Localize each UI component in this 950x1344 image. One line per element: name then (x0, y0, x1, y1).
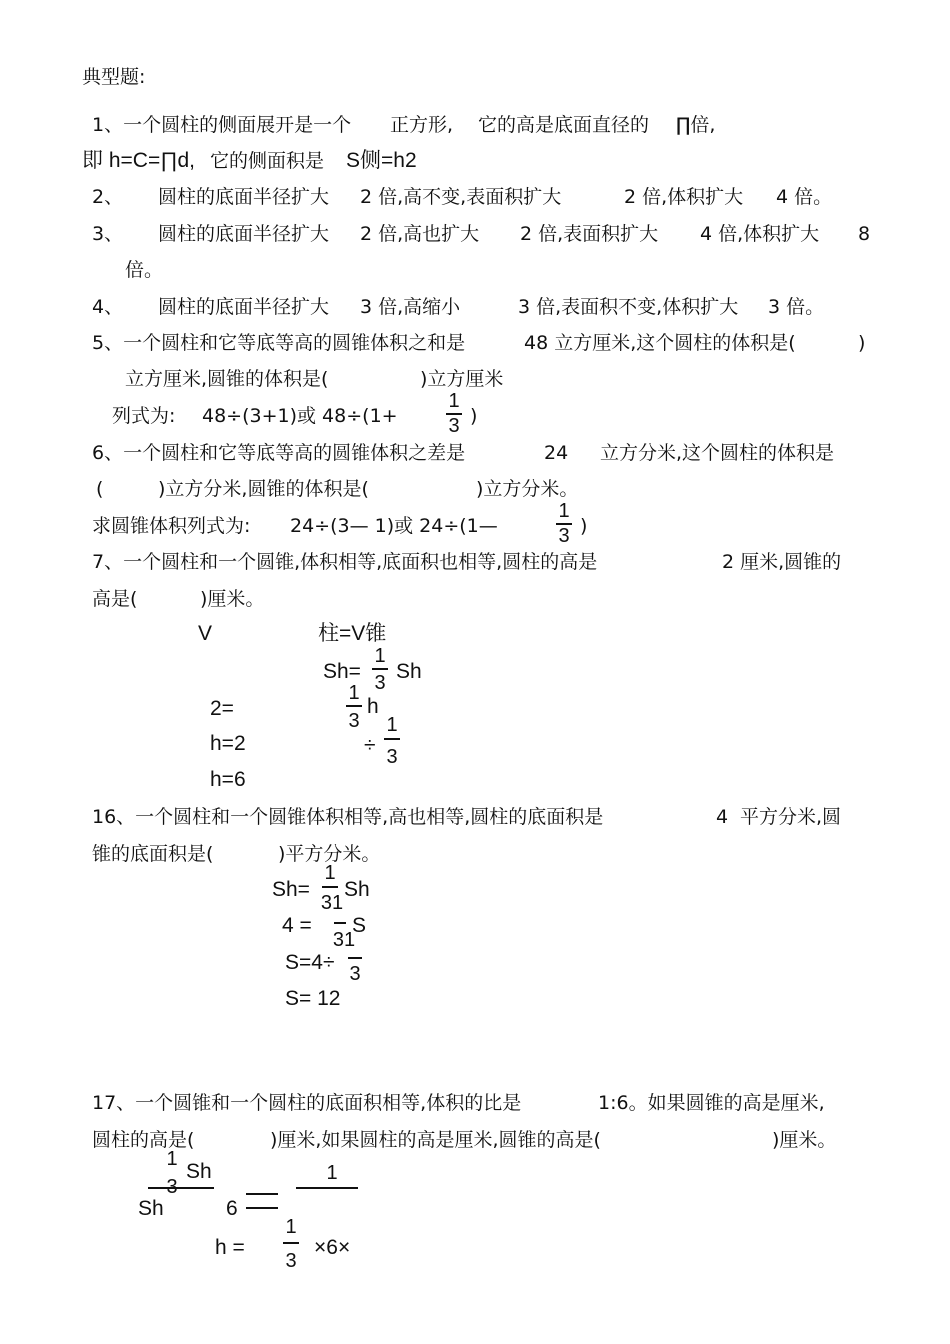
p5-text-g: 48÷(3+1)或 48÷(1+ (202, 405, 398, 427)
p7-sh-a: Sh= (323, 660, 361, 683)
p6-text-b: 24 (544, 442, 569, 464)
p7-text-d: )厘米。 (200, 588, 265, 610)
p16-text-e: )平方分米。 (278, 843, 381, 865)
p6-text-h: 24÷(3— 1)或 24÷(1— (290, 515, 498, 537)
p1-text-c: 它的高是底面直径的 (478, 114, 650, 136)
p16-text-c: 平方分米,圆 (740, 806, 842, 828)
p17-frac3-num: 1 (285, 1216, 297, 1238)
p5-frac-den: 3 (448, 415, 460, 437)
p3-text-f: 倍。 (125, 259, 164, 281)
p7-frac3-num: 1 (386, 714, 398, 736)
p4-text-c: 3 倍,表面积不变,体积扩大 (518, 296, 739, 318)
p1-text-g: S侧=h2 (346, 149, 417, 172)
p7-v: V (198, 622, 213, 645)
p7-text-a: 7、一个圆柱和一个圆锥,体积相等,底面积也相等,圆柱的高是 (92, 551, 598, 573)
p7-frac2-bar (346, 705, 362, 707)
p17-text-d: )厘米,如果圆柱的高是厘米,圆锥的高是( (270, 1129, 601, 1151)
p16-frac2-den: 31 (332, 929, 356, 951)
p17-frac3-den: 3 (285, 1250, 297, 1272)
p7-frac2-num: 1 (348, 682, 360, 704)
p16-frac3-den: 3 (349, 963, 361, 985)
p5-text-h: ) (470, 405, 478, 427)
p7-eq1: 柱=V锥 (318, 622, 387, 645)
p17-frac1-num: 1 (166, 1148, 178, 1170)
p16-frac1-den: 31 (320, 892, 344, 914)
p6-text-g: 求圆锥体积列式为: (92, 515, 251, 537)
p16-text-d: 锥的底面积是( (92, 843, 214, 865)
p17-frac1-den: 3 (166, 1176, 178, 1198)
p16-s2b: S (352, 914, 367, 937)
p6-frac-num: 1 (558, 500, 570, 522)
p17-sh2: Sh (138, 1197, 164, 1220)
p3-text-c: 2 倍,表面积扩大 (520, 223, 659, 245)
p1-text-a: 1、一个圆柱的侧面展开是一个 (92, 114, 352, 136)
p17-text-e: )厘米。 (772, 1129, 837, 1151)
p6-text-f: )立方分米。 (476, 478, 579, 500)
p5-text-e: )立方厘米 (420, 368, 504, 390)
p17-sh: Sh (186, 1160, 212, 1183)
p7-h6: h=6 (210, 768, 246, 791)
p7-frac3-den: 3 (386, 746, 398, 768)
p16-s3a: S=4÷ (285, 951, 335, 974)
p16-frac1-num: 1 (324, 862, 336, 884)
p16-s1a: Sh= (272, 878, 310, 901)
p16-s2a: 4 = (282, 914, 312, 937)
p7-two: 2= (210, 697, 234, 720)
p3-text-b: 2 倍,高也扩大 (360, 223, 480, 245)
p7-h2: h=2 (210, 732, 246, 755)
p1-text-d: ∏倍, (676, 114, 716, 136)
p7-sh-b: Sh (396, 660, 422, 683)
p3-text-a: 圆柱的底面半径扩大 (158, 223, 330, 245)
p3-text-e: 8 (858, 223, 871, 245)
p7-frac3-bar (384, 738, 400, 740)
p2-text-d: 4 倍。 (776, 186, 833, 208)
p2-text-c: 2 倍,体积扩大 (624, 186, 744, 208)
p6-text-e: )立方分米,圆锥的体积是( (158, 478, 369, 500)
p7-h-small: h (367, 695, 379, 718)
p1-text-f: 它的侧面积是 (210, 150, 325, 172)
p16-text-a: 16、一个圆柱和一个圆锥体积相等,高也相等,圆柱的底面积是 (92, 806, 604, 828)
p7-text-b: 2 厘米,圆锥的 (722, 551, 842, 573)
p17-h-eq: h = (215, 1236, 245, 1259)
p5-text-d: 立方厘米,圆锥的体积是( (125, 368, 329, 390)
p16-text-b: 4 (716, 806, 729, 828)
p16-s4: S= 12 (285, 987, 341, 1010)
p17-times: ×6× (314, 1236, 351, 1259)
p4-text-b: 3 倍,高缩小 (360, 296, 461, 318)
p17-frac3-bar (283, 1242, 299, 1244)
p17-text-b: 1:6。如果圆锥的高是厘米, (598, 1092, 825, 1114)
p4-text-d: 3 倍。 (768, 296, 825, 318)
p17-dash-2 (246, 1207, 278, 1209)
p6-text-c: 立方分米,这个圆柱的体积是 (600, 442, 835, 464)
p5-frac-num: 1 (448, 390, 460, 412)
p17-text-a: 17、一个圆锥和一个圆柱的底面积相等,体积的比是 (92, 1092, 522, 1114)
p5-text-a: 5、一个圆柱和它等底等高的圆锥体积之和是 (92, 332, 466, 354)
p17-one: 1 (326, 1162, 338, 1184)
p4-text-a: 圆柱的底面半径扩大 (158, 296, 330, 318)
p17-text-c: 圆柱的高是( (92, 1129, 195, 1151)
p6-text-i: ) (580, 515, 588, 537)
p5-text-c: ) (858, 332, 866, 354)
p16-frac2-bar (334, 922, 346, 924)
p7-frac1-den: 3 (374, 672, 386, 694)
p2-text-a: 圆柱的底面半径扩大 (158, 186, 330, 208)
p2-text-b: 2 倍,高不变,表面积扩大 (360, 186, 562, 208)
p4-num: 4、 (92, 296, 124, 318)
p16-frac1-bar (322, 886, 338, 888)
p17-six: 6 (226, 1197, 238, 1220)
p7-frac2-den: 3 (348, 710, 360, 732)
p3-num: 3、 (92, 223, 124, 245)
p2-num: 2、 (92, 186, 124, 208)
p3-text-d: 4 倍,体积扩大 (700, 223, 820, 245)
p1-text-e: 即 h=C=∏d, (82, 149, 196, 172)
p7-text-c: 高是( (92, 588, 138, 610)
p16-s1b: Sh (344, 878, 370, 901)
p17-dash-1 (246, 1193, 278, 1195)
p5-text-b: 48 立方厘米,这个圆柱的体积是( (524, 332, 796, 354)
p7-div: ÷ (364, 734, 376, 757)
p6-text-d: ( (96, 478, 104, 500)
p5-text-f: 列式为: (112, 405, 176, 427)
p16-frac3-bar (348, 957, 362, 959)
p7-frac1-num: 1 (374, 645, 386, 667)
p17-frac2-bar (296, 1187, 358, 1189)
p6-text-a: 6、一个圆柱和它等底等高的圆锥体积之差是 (92, 442, 466, 464)
page-title: 典型题: (82, 66, 146, 88)
p6-frac-den: 3 (558, 525, 570, 547)
p7-frac1-bar (372, 668, 388, 670)
p1-text-b: 正方形, (390, 114, 454, 136)
